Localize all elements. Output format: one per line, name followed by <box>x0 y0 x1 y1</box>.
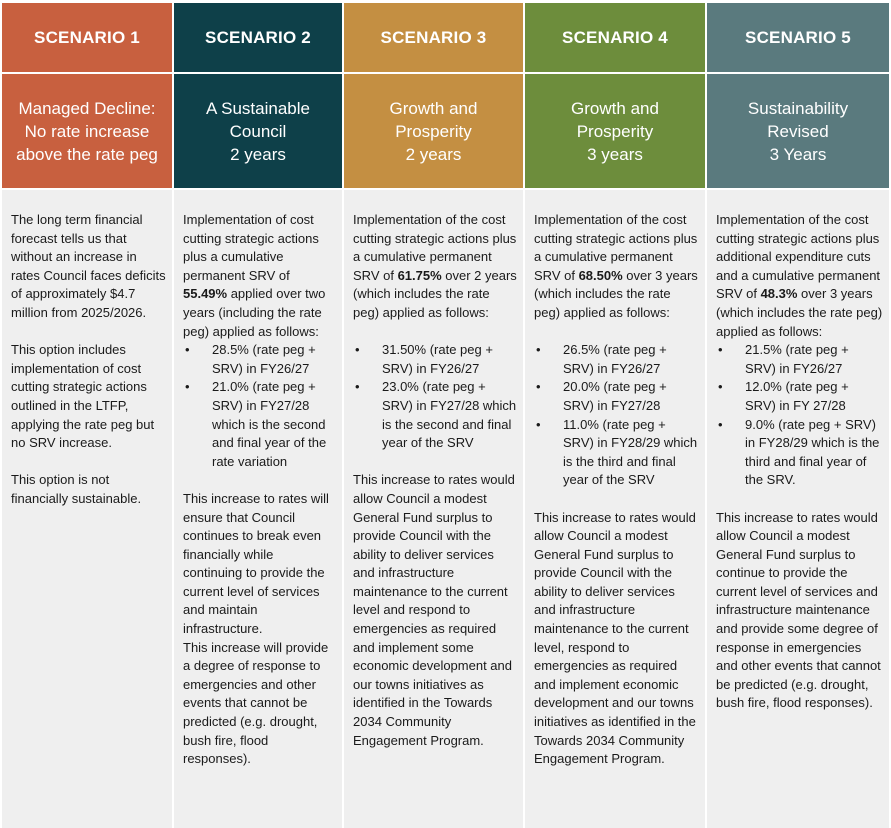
scenario-2-subtitle: A Sustainable Council 2 years <box>174 74 342 188</box>
list-item: • 12.0% (rate peg + SRV) in FY 27/28 <box>716 378 883 415</box>
scenario-3-header <box>344 3 523 72</box>
scenario-5-header <box>707 3 889 72</box>
scenario-4-paragraph-2: This increase to rates would allow Council a modest General Fund surplus to provide Council with the ability to deliver services and infrastructure maintenance to the current level, respond to emergencies as required and implement economic development and our towns initiatives as identified in the Towards 2034 Community Engagement Program. <box>534 509 696 767</box>
scenario-5-paragraph-2: This increase to rates would allow Council a modest General Fund surplus to continue to provide the current level of services and infrastructure maintenance and provide some degree of response in emergencies and other events that cannot be predicted (e.g. drought, bush fire, flood responses). <box>716 509 881 711</box>
scenario-5-subtitle: Sustainability Revised 3 Years <box>707 74 889 188</box>
scenario-3-column <box>344 3 523 828</box>
scenario-2-paragraph-3: This increase will provide a degree of response to emergencies and other events that cannot be predicted (e.g. drought, bush fire, flood responses). <box>183 639 329 767</box>
list-item: • 21.0% (rate peg + SRV) in FY27/28 which is the second and final year of the rate variation <box>183 378 336 471</box>
scenario-2-bullets <box>183 341 336 471</box>
scenario-2-paragraph-2: This increase to rates will ensure that Council continues to break even financially while continuing to provide the current level of services and maintain infrastructure. <box>183 490 329 637</box>
scenario-3-bullets <box>353 341 517 453</box>
scenario-table <box>2 3 889 828</box>
scenario-2-header-text: SCENARIO 2 <box>205 27 311 47</box>
scenario-4-subtitle: Growth and Prosperity 3 years <box>525 74 705 188</box>
scenario-1-paragraph-2: This option includes implementation of cost cutting strategic actions outlined in the LTFP, applying the rate peg but no SRV increase. <box>11 342 155 451</box>
scenario-1-header <box>2 3 172 72</box>
scenario-4-header-text: SCENARIO 4 <box>562 27 668 47</box>
scenario-1-paragraph-3: This option is not financially sustainable. <box>11 472 142 506</box>
scenario-2-header <box>174 3 342 72</box>
scenario-5-intro <box>716 211 883 341</box>
list-item: • 20.0% (rate peg + SRV) in FY27/28 <box>534 378 699 415</box>
list-item: • 23.0% (rate peg + SRV) in FY27/28 which is the second and final year of the SRV <box>353 378 517 452</box>
scenario-3-srv-percent: 61.75% <box>397 267 442 283</box>
scenario-5-column <box>707 3 889 828</box>
scenario-4-bullets <box>534 341 699 490</box>
list-item: • 31.50% (rate peg + SRV) in FY26/27 <box>353 341 517 378</box>
scenario-5-intro-text: Implementation of the cost cutting strategic actions plus additional expenditure cuts and a cumulative permanent SRV of <box>716 212 881 302</box>
scenario-2-srv-percent: 55.49% <box>183 286 228 302</box>
list-item: • 28.5% (rate peg + SRV) in FY26/27 <box>183 341 336 378</box>
scenario-5-bullets <box>716 341 883 490</box>
list-item: • 9.0% (rate peg + SRV) in FY28/29 which is the third and final year of the SRV. <box>716 416 883 490</box>
scenario-5-srv-percent: 48.3% <box>760 286 798 302</box>
scenario-1-subtitle: Managed Decline: No rate increase above the rate peg <box>2 74 172 188</box>
scenario-2-intro <box>183 211 336 341</box>
scenario-2-column <box>174 3 342 828</box>
scenario-4-intro-tail: over 3 years (which includes the rate peg) applied as follows: <box>534 267 698 320</box>
scenario-3-body <box>344 190 523 828</box>
scenario-2-intro-tail: applied over two years (including the rate peg) applied as follows: <box>183 286 326 339</box>
scenario-3-subtitle: Growth and Prosperity 2 years <box>344 74 523 188</box>
list-item: • 11.0% (rate peg + SRV) in FY28/29 which is the third and final year of the SRV <box>534 416 699 490</box>
scenario-5-header-text: SCENARIO 5 <box>745 27 851 47</box>
list-item: • 21.5% (rate peg + SRV) in FY26/27 <box>716 341 883 378</box>
scenario-5-body <box>707 190 889 828</box>
list-item: • 26.5% (rate peg + SRV) in FY26/27 <box>534 341 699 378</box>
scenario-4-header <box>525 3 705 72</box>
scenario-1-body <box>2 190 172 828</box>
scenario-3-intro-tail: over 2 years (which includes the rate peg) applied as follows: <box>353 267 517 320</box>
scenario-2-body <box>174 190 342 828</box>
scenario-4-intro-text: Implementation of the cost cutting strategic actions plus a cumulative permanent SRV of <box>534 212 698 283</box>
scenario-4-intro <box>534 211 699 323</box>
scenario-3-intro-text: Implementation of the cost cutting strategic actions plus a cumulative permanent SRV of <box>353 212 517 283</box>
scenario-1-paragraph-1: The long term financial forecast tells us that without an increase in rates Council faces deficits of approximately $4.7 million from 2025/2026. <box>11 212 166 320</box>
scenario-2-intro-text: Implementation of cost cutting strategic actions plus a cumulative permanent SRV of <box>183 212 319 283</box>
scenario-1-column <box>2 3 172 828</box>
scenario-3-paragraph-2: This increase to rates would allow Council a modest General Fund surplus to provide Council with the ability to deliver services and infrastructure maintenance to the current level and respond to emergencies as required and implement some economic development and our towns initiatives as identified in the Towards 2034 Community Engagement Program. <box>353 472 515 748</box>
scenario-4-column <box>525 3 705 828</box>
scenario-3-intro <box>353 211 517 323</box>
scenario-3-header-text: SCENARIO 3 <box>380 27 487 47</box>
scenario-5-intro-tail: over 3 years (which includes the rate peg) applied as follows: <box>716 286 883 339</box>
scenario-1-header-text: SCENARIO 1 <box>34 27 140 47</box>
scenario-4-body <box>525 190 705 828</box>
scenario-4-srv-percent: 68.50% <box>578 267 623 283</box>
